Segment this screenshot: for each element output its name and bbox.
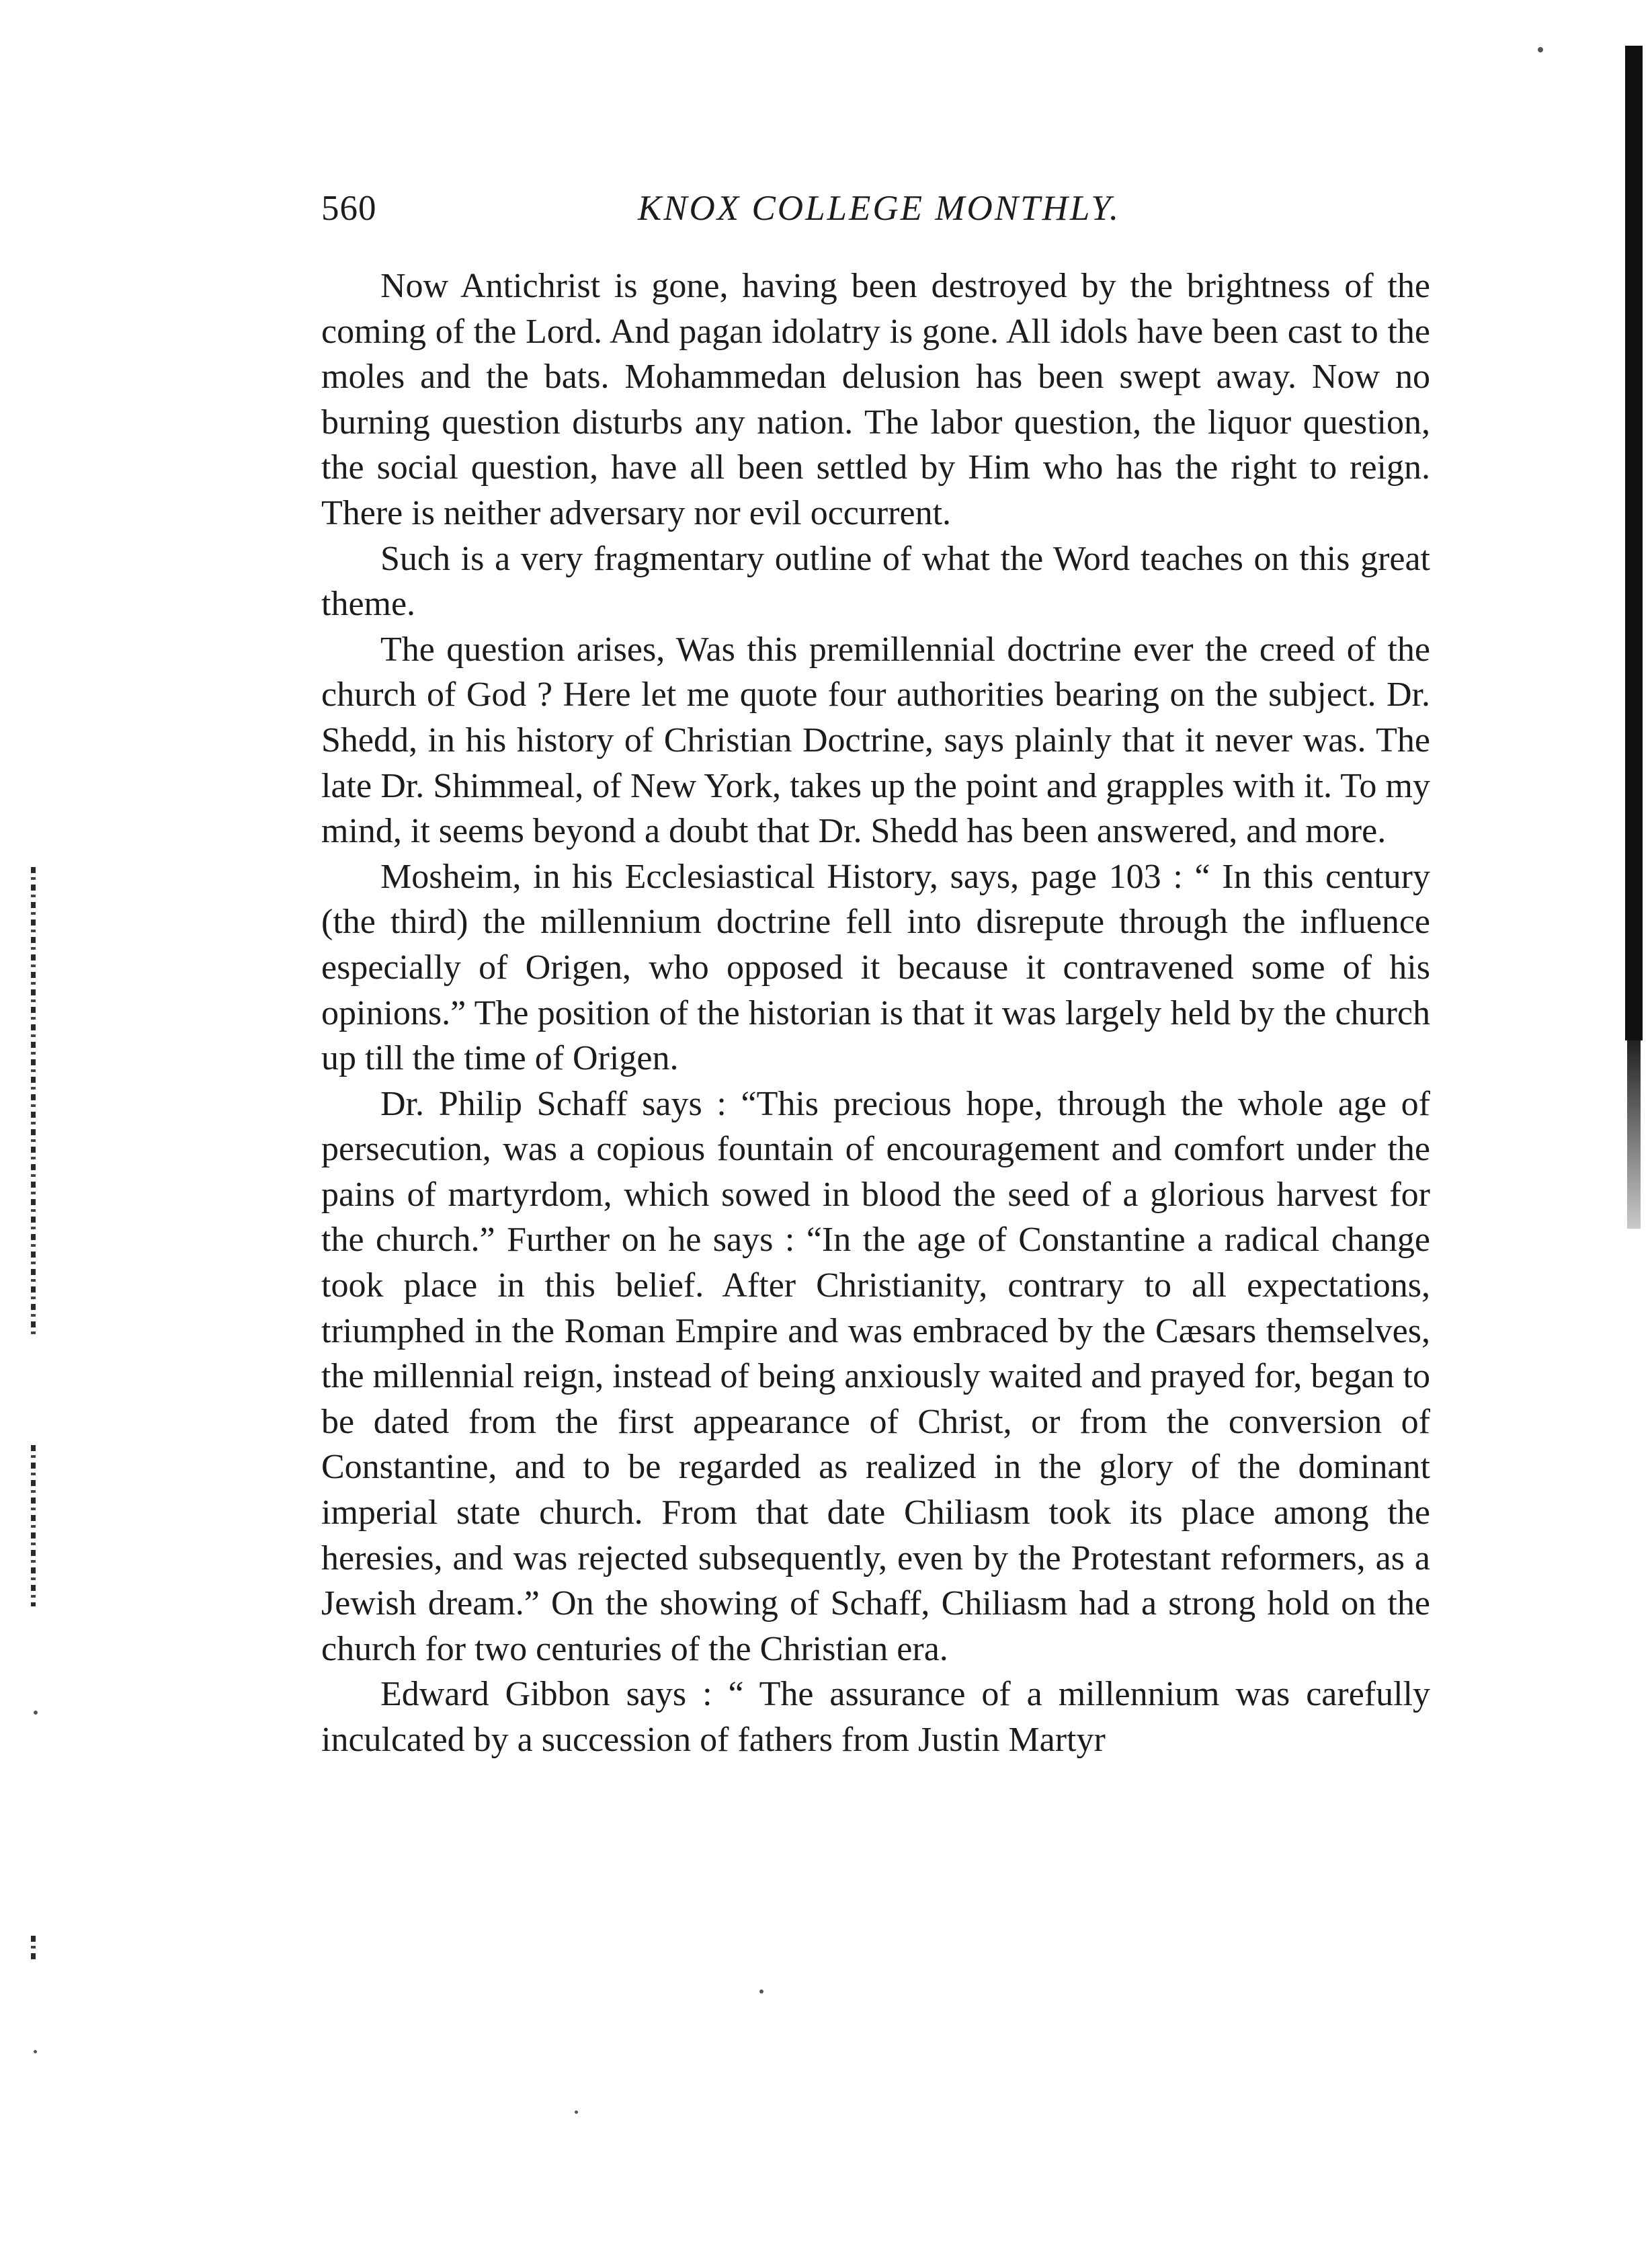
- gutter-scan-noise: [31, 1445, 36, 1606]
- gutter-scan-noise: [31, 867, 36, 1338]
- gutter-scan-noise: [31, 1936, 36, 1963]
- paragraph: Dr. Philip Schaff says : “This precious hope, through the whole age of persecution, was a copious fountain of encouragement and comfort under the pains of martyrdom, which sowed in blood the seed of a glorious harvest for the church.” Further on he says : “In the age of Constantine a radical change took place in this belief. After Christianity, contrary to all expectations, triumphed in the Roman Empire and was embraced by the Cæsars themselves, the millennial reign, instead of being anxiously waited and prayed for, began to be dated from the first appearance of Christ, or from the conversion of Constantine, and to be regarded as realized in the glory of the dominant imperial state church. From that date Chiliasm took its place among the heresies, and was rejected subsequently, even by the Protestant reformers, as a Jewish dream.” On the showing of Schaff, Chiliasm had a strong hold on the church for two centuries of the Christian era.: [321, 1084, 1430, 1668]
- paragraph: Such is a very fragmentary outline of what the Word teaches on this great theme.: [321, 539, 1430, 624]
- paragraph: Mosheim, in his Ecclesiastical History, says, page 103 : “ In this century (the third) the millennium doctrine fell into disrepute through the influence especially of Origen, who opposed it because it contravened some of his opinions.” The position of the historian is that it was largely held by the church up till the time of Origen.: [321, 857, 1430, 1078]
- paragraph: Now Antichrist is gone, having been destroyed by the brightness of the coming of the Lord. And pagan idolatry is gone. All idols have been cast to the moles and the bats. Mohammedan delusion has been swept away. Now no burning question disturbs any nation. The labor question, the liquor question, the social question, have all been settled by Him who has the right to reign. There is neither adversary nor evil occurrent.: [321, 267, 1430, 532]
- paragraph: Edward Gibbon says : “ The assurance of a millennium was carefully inculcated by a succession of fathers from Justin Martyr: [321, 1675, 1430, 1759]
- binding-edge-fade: [1627, 1040, 1641, 1229]
- scan-speck: [34, 2050, 37, 2053]
- paragraph: The question arises, Was this premillennial doctrine ever the creed of the church of God ? Here let me quote four authorities bearing on the subject. Dr. Shedd, in his history of Christian Doctrine, says plainly that it never was. The late Dr. Shimmeal, of New York, takes up the point and grapples with it. To my mind, it seems beyond a doubt that Dr. Shedd has been answered, and more.: [321, 630, 1430, 851]
- scan-speck: [575, 2110, 578, 2114]
- body-text: [321, 263, 1430, 1763]
- running-title: KNOX COLLEGE MONTHLY.: [637, 189, 1121, 228]
- scan-speck: [759, 1989, 763, 1994]
- binding-edge-shadow: [1625, 46, 1643, 1040]
- page-header: [321, 181, 1437, 235]
- page-number: 560: [321, 189, 377, 228]
- scan-speck: [1538, 47, 1543, 52]
- scan-speck: [34, 1711, 38, 1715]
